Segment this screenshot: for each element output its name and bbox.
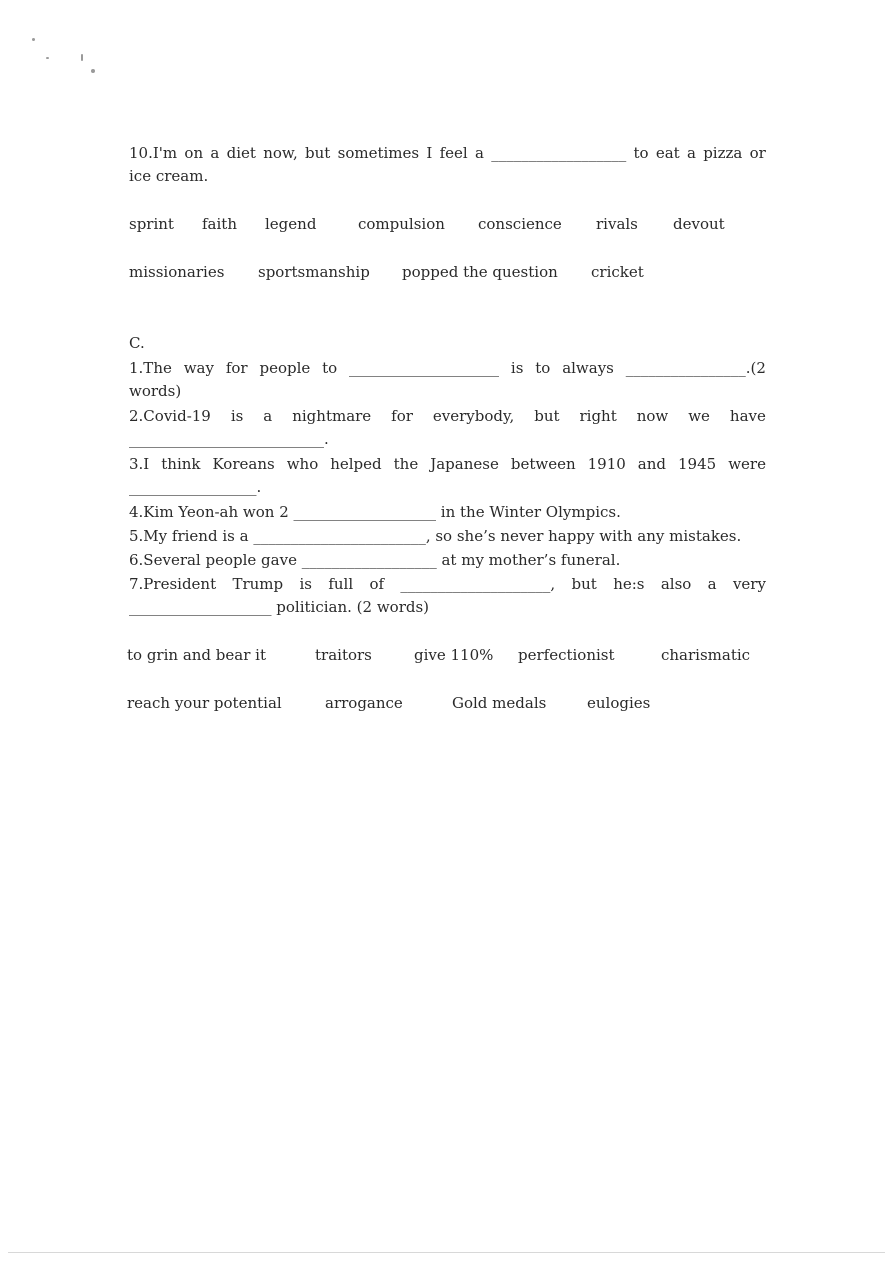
section-c-heading: C. bbox=[129, 334, 145, 352]
word-bank-item: rivals bbox=[596, 215, 638, 233]
answer-blank: __________________ bbox=[491, 144, 627, 162]
word-bank-item: Gold medals bbox=[452, 694, 547, 712]
word: eat bbox=[655, 144, 680, 162]
word: feel bbox=[439, 144, 468, 162]
word-bank-item: charismatic bbox=[661, 646, 751, 664]
question-c7-line2: ___________________ politician. (2 words) bbox=[129, 598, 430, 616]
word: for bbox=[391, 407, 413, 425]
word-bank-item: traitors bbox=[315, 646, 372, 664]
word-bank-item: devout bbox=[673, 215, 725, 233]
word: 1910 bbox=[587, 455, 626, 473]
word: for bbox=[225, 359, 248, 377]
word: but bbox=[305, 144, 331, 162]
word: to bbox=[535, 359, 551, 377]
word: on bbox=[184, 144, 204, 162]
word: 3.I bbox=[129, 455, 150, 473]
word-bank-item: eulogies bbox=[587, 694, 651, 712]
word: now, bbox=[263, 144, 298, 162]
question-c1-line1 bbox=[129, 358, 766, 378]
word: who bbox=[286, 455, 319, 473]
word-bank-item: popped the question bbox=[402, 263, 558, 281]
word: a bbox=[210, 144, 220, 162]
word: but bbox=[571, 575, 597, 593]
word: but bbox=[534, 407, 560, 425]
word-bank-item: arrogance bbox=[325, 694, 403, 712]
word: were bbox=[728, 455, 766, 473]
word: or bbox=[749, 144, 766, 162]
word-bank-item: give 110% bbox=[414, 646, 494, 664]
word-bank-item: faith bbox=[202, 215, 237, 233]
word: sometimes bbox=[337, 144, 420, 162]
word: full bbox=[328, 575, 354, 593]
question-c1-line2: words) bbox=[129, 382, 182, 400]
question-c3-line1 bbox=[129, 454, 766, 474]
word: 1945 bbox=[678, 455, 717, 473]
word: pizza bbox=[703, 144, 743, 162]
word-bank-item: to grin and bear it bbox=[127, 646, 266, 664]
word: Trump bbox=[232, 575, 284, 593]
word-bank-item: sportsmanship bbox=[258, 263, 370, 281]
word-bank-item: sprint bbox=[129, 215, 174, 233]
word-bank-item: reach your potential bbox=[127, 694, 282, 712]
word: now bbox=[636, 407, 669, 425]
word: he:s bbox=[613, 575, 645, 593]
word-bank-item: conscience bbox=[478, 215, 562, 233]
word: we bbox=[688, 407, 710, 425]
word: 7.President bbox=[129, 575, 217, 593]
word: between bbox=[510, 455, 576, 473]
word: nightmare bbox=[292, 407, 372, 425]
word: to bbox=[322, 359, 338, 377]
question-c2-line1 bbox=[129, 406, 766, 426]
word: 10.I'm bbox=[129, 144, 178, 162]
word: diet bbox=[226, 144, 256, 162]
word-bank-item: compulsion bbox=[358, 215, 445, 233]
word: a bbox=[686, 144, 696, 162]
question-10-line2: ice cream. bbox=[129, 167, 209, 185]
scan-edge-line bbox=[8, 1252, 885, 1253]
word: is bbox=[230, 407, 244, 425]
word: is bbox=[299, 575, 312, 593]
question-c5: 5.My friend is a _______________________, so she’s never happy with any mistakes. bbox=[129, 527, 742, 545]
word: and bbox=[637, 455, 667, 473]
word: everybody, bbox=[432, 407, 515, 425]
word: helped bbox=[330, 455, 382, 473]
word-bank-item: missionaries bbox=[129, 263, 225, 281]
word: always bbox=[562, 359, 614, 377]
word: a bbox=[707, 575, 717, 593]
word: think bbox=[161, 455, 201, 473]
word: 1.The bbox=[129, 359, 172, 377]
scan-speck bbox=[91, 69, 95, 73]
word: have bbox=[729, 407, 766, 425]
question-c6: 6.Several people gave __________________ at my mother’s funeral. bbox=[129, 551, 621, 569]
word: Japanese bbox=[430, 455, 499, 473]
word: I bbox=[426, 144, 433, 162]
scan-speck bbox=[46, 57, 49, 59]
answer-blank: ________________.(2 bbox=[625, 359, 766, 377]
word: 2.Covid-19 bbox=[129, 407, 211, 425]
word: a bbox=[263, 407, 273, 425]
word: of bbox=[369, 575, 385, 593]
word-bank-item: cricket bbox=[591, 263, 644, 281]
word: also bbox=[660, 575, 692, 593]
question-c7-line1 bbox=[129, 574, 766, 594]
word-bank-item: perfectionist bbox=[518, 646, 615, 664]
scan-speck bbox=[32, 38, 35, 41]
question-c3-line2: _________________. bbox=[129, 478, 262, 496]
word: to bbox=[633, 144, 649, 162]
scan-speck bbox=[81, 54, 83, 61]
answer-blank: ____________________ bbox=[349, 359, 500, 377]
word: way bbox=[183, 359, 214, 377]
word: right bbox=[579, 407, 617, 425]
word: a bbox=[474, 144, 484, 162]
word: is bbox=[510, 359, 524, 377]
question-10-line1 bbox=[129, 143, 766, 163]
question-c4: 4.Kim Yeon-ah won 2 ___________________ in the Winter Olympics. bbox=[129, 503, 621, 521]
question-c2-line2: __________________________. bbox=[129, 430, 329, 448]
word: the bbox=[393, 455, 419, 473]
answer-blank: ____________________, bbox=[400, 575, 556, 593]
word-bank-item: legend bbox=[265, 215, 317, 233]
word: very bbox=[732, 575, 766, 593]
word: Koreans bbox=[212, 455, 275, 473]
word: people bbox=[259, 359, 311, 377]
